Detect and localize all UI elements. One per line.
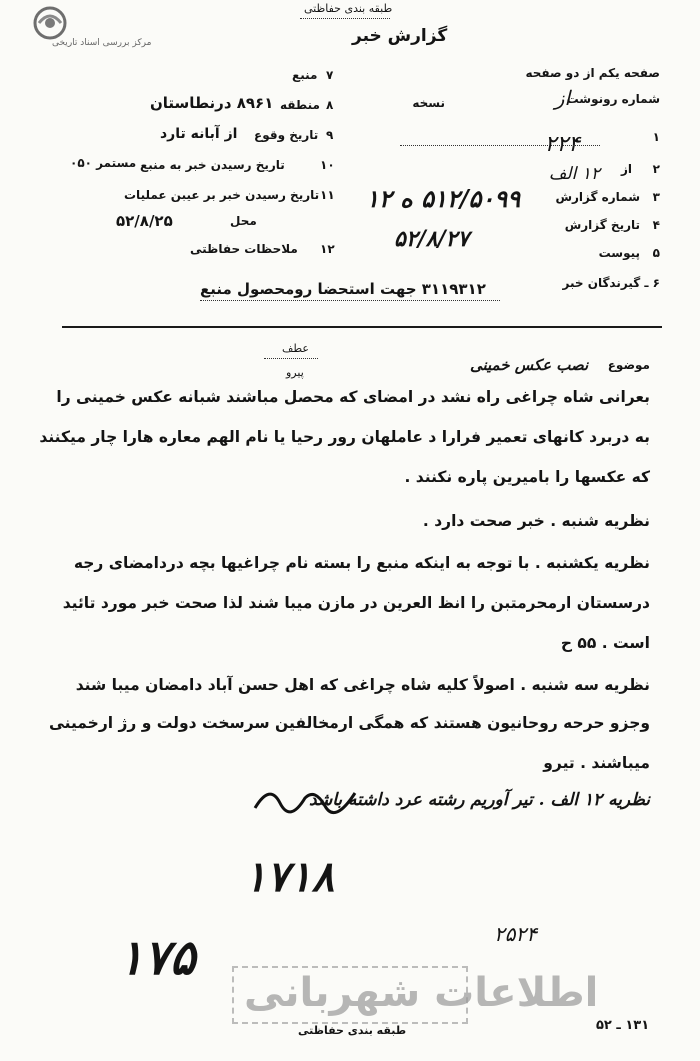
field-5-label: پیوست <box>598 246 640 260</box>
attachment-value: پیرو <box>286 366 304 379</box>
field-9-value: از آبانه تارد <box>160 126 238 142</box>
field-11-label: تاریخ رسیدن خبر بر عیبن عملیات <box>124 188 320 202</box>
field-10-label: تاریخ رسیدن خبر به منبع <box>140 158 285 172</box>
divider-line <box>62 326 662 328</box>
copy-number-handwritten: از <box>554 86 570 110</box>
stamp-text: اطلاعات شهربانی <box>244 970 599 1016</box>
page-info: صفحه یکم از دو صفحه <box>525 66 660 80</box>
copy-count-label: نسخه <box>412 96 445 110</box>
classification-top: طبقه بندی حفاظتی <box>304 2 393 15</box>
field-2-label: از <box>620 162 632 176</box>
field-8-label: منطقه <box>280 98 320 112</box>
opinion-1: نظریه شنبه . خبر صحت دارد . <box>422 512 650 530</box>
classification-bottom: طبقه بندی حفاظتی <box>298 1024 407 1037</box>
opinion-4: نظریه ۱۲ الف . تیر آوریم رشته عرد داشته باشد <box>309 790 650 810</box>
field-3-label: شماره گزارش <box>555 190 640 204</box>
field-1-value: ۲۲۴ <box>544 132 580 157</box>
location-label: محل <box>230 214 257 228</box>
field-2-value: ۱۲ الف <box>548 164 600 184</box>
copy-number-label: شماره رونوشت <box>566 92 660 106</box>
body-line-1: بعرانی شاه چراغی راه نشد در امضای که محصل مباشند شبانه عکس خمینی را <box>56 388 650 406</box>
opinion-3-line-1: نظریه سه شنبه . اصولاً کلیه شاه چراغی که اهل حسن آباد دامضان میبا شند <box>75 676 650 694</box>
location-value: ۵۲/۸/۲۵ <box>116 212 173 230</box>
subject-label: موضوع <box>607 358 650 372</box>
opinion-3-line-3: میباشند . تیرو <box>543 754 650 772</box>
signature-icon <box>250 778 360 818</box>
field-3-value: ۵۱۲/۵۰۹۹ ه ۱۲ <box>366 184 521 213</box>
field-10-value: مستمر ۰۵۰ <box>70 156 137 170</box>
field-4-number: ۴ <box>652 218 660 232</box>
archive-watermark-text: مرکز بررسی اسناد تاریخی <box>52 38 152 48</box>
field-12-number: ۱۲ <box>320 242 335 256</box>
archive-logo-icon <box>30 6 70 40</box>
opinion-3-line-2: وجزو حرحه روحانیون هستند که همگی ارمخالفین سرسخت دولت و رژ ارخمینی <box>48 714 650 732</box>
handwritten-number-1718: ۱۷۱۸ <box>244 852 335 901</box>
field-9-number: ۹ <box>326 128 334 142</box>
body-line-2: به دربرد کانهای تعمیر فرارا د عاملهان رور رحیا یا نام الهم معاره هارا چار میکنند <box>39 428 650 446</box>
field-3-number: ۳ <box>652 190 660 204</box>
field-8-number: ۸ <box>326 98 334 112</box>
field-4-value: ۵۲/۸/۲۷ <box>394 226 470 252</box>
body-line-3: که عکسها را بامیرین پاره نکنند . <box>404 468 650 486</box>
opinion-2-line-2: درسستان ارمحرمتبن را انظ العرین در مازن میبا شند لذا صحت خبر مورد تائید <box>62 594 650 612</box>
field-7-number: ۷ <box>326 68 334 82</box>
opinion-2-line-3: است . ۵۵ ح <box>560 634 650 652</box>
field-5-number: ۵ <box>652 246 660 260</box>
attachment-label: عطف <box>282 342 309 355</box>
handwritten-number-175: ۱۷۵ <box>118 930 196 986</box>
form-title: گزارش خبر <box>352 26 448 46</box>
handwritten-number-2524: ۲۵۲۴ <box>494 922 537 946</box>
field-7-label: منبع <box>292 68 318 82</box>
field-4-label: تاریخ گزارش <box>564 218 640 232</box>
opinion-2-line-1: نظریه یکشنبه . با توجه به اینکه منبع را بسته نام چراغیها بچه دردامضای رجه <box>73 554 650 572</box>
field-12-label: ملاحظات حفاظتی <box>190 242 298 256</box>
field-9-label: تاریخ وقوع <box>254 128 319 142</box>
field-2-number: ۲ <box>652 162 660 176</box>
field-10-number: ۱۰ <box>320 158 335 172</box>
field-6-value: ۳۱۱۹۳۱۲ جهت استحضا رومحصول منبع <box>200 280 486 298</box>
field-8-value: ۸۹۶۱ درنطاستان <box>150 94 274 112</box>
field-1-number: ۱ <box>652 130 660 144</box>
subject-text: نصب عکس خمینی <box>470 356 589 374</box>
field-11-number: ۱۱ <box>320 188 335 202</box>
form-code: ۱۳۱ ـ ۵۲ <box>596 1018 650 1033</box>
field-6-label: ۶ ـ گیرندگان خبر <box>562 276 660 290</box>
